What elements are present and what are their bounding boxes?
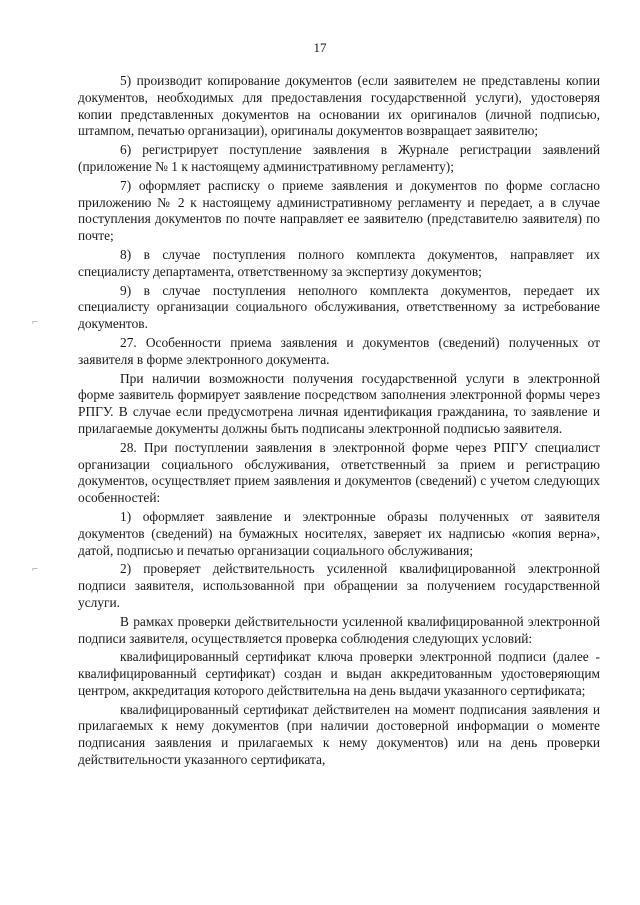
page-number: 17 — [313, 40, 327, 55]
paragraph-sub-2: 2) проверяет действительность усиленной квалифицированной электронной подписи заявителя, использованной при обращении за получением государственной услуги. — [78, 561, 600, 610]
margin-mark: ⌐ — [32, 563, 39, 575]
paragraph-electronic-form: При наличии возможности получения государственной услуги в электронной форме заявитель формирует заявление посредством заполнения электронной формы через РПГУ. В случае если предусмотрена личная идентификация гражданина, то заявление и прилагаемые документы должны быть подписаны электронной подписью заявителя. — [78, 370, 600, 436]
paragraph-item-5: 5) производит копирование документов (если заявителем не представлены копии документов, необходимых для предоставления государственной услуги), удостоверяя копии представленных документов на основании их оригиналов (личной подписью, штампом, печатью организации), оригиналы документов возвращает заявителю; — [78, 73, 600, 139]
paragraph-section-27: 27. Особенности приема заявления и документов (сведений) полученных от заявителя в форме электронного документа. — [78, 334, 600, 367]
paragraph-sub-1: 1) оформляет заявление и электронные образы полученных от заявителя документов (сведений) на бумажных носителях, заверяет их надписью «копия верна», датой, подписью и печатью организации социального обслуживания; — [78, 508, 600, 558]
paragraph-item-9: 9) в случае поступления неполного комплекта документов, передает их специалисту организации социального обслуживания, ответственному за истребование документов. — [78, 282, 600, 332]
paragraph-certificate-valid: квалифицированный сертификат действителен на момент подписания заявления и прилагаемых к нему документов (при наличии достоверной информации о моменте подписания заявления и прилагаемых к нему документов) или на день проверки действительности указанного сертификата, — [78, 701, 600, 768]
paragraph-item-8: 8) в случае поступления полного комплекта документов, направляет их специалисту департамента, ответственному за экспертизу документов; — [78, 246, 600, 279]
paragraph-certificate-created: квалифицированный сертификат ключа проверки электронной подписи (далее - квалифицированный сертификат) создан и выдан аккредитованным удостоверяющим центром, аккредитация которого действительна на день выдачи указанного сертификата; — [78, 649, 600, 698]
paragraph-section-28: 28. При поступлении заявления в электронной форме через РПГУ специалист организации социального обслуживания, ответственный за прием и регистрацию документов, осуществляет прием заявления и документов (сведений) с учетом следующих особенностей: — [78, 439, 600, 506]
paragraph-item-7: 7) оформляет расписку о приеме заявления и документов по форме согласно приложению № 2 к настоящему административному регламенту и передает, а в случае поступления документов по почте направляет ее заявителю (представителю заявителя) по почте; — [78, 177, 600, 244]
paragraph-verification: В рамках проверки действительности усиленной квалифицированной электронной подписи заявителя, осуществляется проверка соблюдения следующих условий: — [78, 613, 600, 646]
document-body — [78, 73, 600, 771]
margin-mark: ⌐ — [32, 316, 39, 328]
paragraph-item-6: 6) регистрирует поступление заявления в Журнале регистрации заявлений (приложение № 1 к настоящему административному регламенту); — [78, 142, 600, 174]
